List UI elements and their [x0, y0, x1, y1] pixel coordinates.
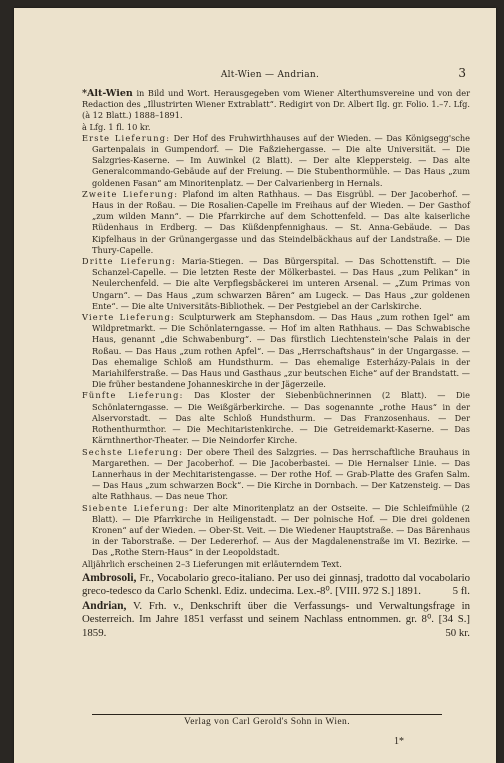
entry-title: *Alt-Wien — [82, 88, 133, 99]
page-number: 3 — [458, 66, 466, 80]
lieferung-text: Sculpturwerk am Stephansdom. — Das Haus „zum rothen Igel“ am Wildpretmarkt. — Die Schönlaterngasse. — Hof im alten Rathhaus. — Das Schwabische Haus, genannt „die Schwabenburg“. — Das fürstlich Liechtenstein'sche Palais in der Roßau. — Das Haus „zum rothen Apfel“. — Das „Herrschaftshaus“ in der Ungargasse. — Das ehemalige Schloß am Hundsthurm. — Das ehemalige Esterházy-Palais in der Mariahilferstraße. — Das Haus und Gasthaus „zur beutschen Eiche“ auf der Brandstatt. — Die früher bestandene Johanneskirche in der Jägerzeile. — [92, 312, 470, 390]
andrian-entry — [82, 600, 470, 640]
signature-mark: 1* — [394, 736, 404, 747]
book-page — [14, 8, 496, 763]
footer-rule — [92, 714, 442, 715]
lieferung-text: Das Kloster der Siebenbüchnerinnen (2 Blatt). — Die Schönlaterngasse. — Die Weißgärberkirche. — Das sogenannte „rothe Haus“ in der Alservorstadt. — Das alte Schloß Hundsthurm. — Das Franzosenhaus. — Der Rothenthurmthor. — Die Mechitaristenkirche. — Die Getreidemarkt-Kaserne. — Das Kärnthnerthor-Theater. — Die Neindorfer Kirche. — [92, 390, 470, 446]
lieferung-3 — [82, 256, 470, 312]
lieferung-label: Zweite Lieferung: — [82, 188, 179, 199]
alt-wien-entry — [82, 88, 470, 122]
lieferung-text: Plafond im alten Rathhaus. — Das Eisgrübl. — Der Jacoberhof. — Haus in der Roßau. — Die Rosalien-Capelle im Freihaus auf der Wieden. — Der Gasthof „zum wilden Mann“. — Die Pfarrkirche auf dem Schottenfeld. — Das alte kaiserliche Rüdenhaus in Erdberg. — Das Küßdenpfennighaus. — St. Anna-Gebäude. — Das Kipfelhaus in der Grünangergasse und das Steindelbäckhaus auf der Landstraße. — Die Thury-Capelle. — [92, 188, 470, 255]
lieferung-4 — [82, 312, 470, 390]
lieferung-label: Dritte Lieferung: — [82, 256, 176, 267]
entry-text: in Bild und Wort. Herausgegeben vom Wiener Alterthumsvereine und von der Redaction des „Illustrirten Wiener Extrablatt“. Redigirt von Dr. Albert Ilg. gr. Folio. 1.–7. Lfg. (à 12 Blatt.) 1888–1891. — [82, 88, 470, 121]
lieferung-text: Der alte Minoritenplatz an der Ostseite. — Die Schleifmühle (2 Blatt). — Die Pfarrkirche in Heiligenstadt. — Der polnische Hof. — Die drei goldenen Kronen“ auf der Wieden. — Ober-St. Veit. — Die Wiedener Hauptstraße. — Das Bärenhaus in der Taborstraße. — Der Ledererhof. — Aus der Magdalenenstraße im VI. Bezirke. — Das „Rothe Stern-Haus“ in der Leopoldstadt. — [92, 502, 470, 558]
lieferung-text: Maria-Stiegen. — Das Bürgerspital. — Das Schottenstift. — Die Schanzel-Capelle. — Die letzten Reste der Mölkerbastei. — Das Haus „zum Pelikan“ in Neulerchenfeld. — Die alte Verpflegsbäckerei im unteren Arsenal. — „Zum Primas von Ungarn“. — Das Haus „zum schwarzen Bären“ am Lugeck. — Das Haus „zur goldenen Ente“. — Die alte Universitäts-Bibliothek. — Der Pestgiebel an der Carlskirche. — [92, 256, 471, 311]
lieferung-label: Sechste Lieferung: — [82, 446, 184, 457]
entry-text: V. Frh. v., Denkschrift über die Verfassungs- und Verwaltungsfrage in Oesterreich. Im Jahre 1851 verfasst und seinem Nachlass entnommen. gr. 8⁰. [34 S.] 1859. — [82, 600, 470, 639]
running-title: Alt-Wien — Andrian. — [220, 70, 320, 80]
lieferung-label: Siebente Lieferung: — [82, 502, 189, 513]
publisher-imprint: Verlag von Carl Gerold's Sohn in Wien. — [184, 717, 350, 727]
ambrosoli-entry — [82, 572, 470, 598]
lieferung-text: Der Hof des Fruhwirthhauses auf der Wieden. — Das Königsegg'sche Gartenpalais in Gumpendorf. — Die Faßziehergasse. — Die alte Universität. — Die Salzgries-Kaserne. — Im Auwinkel (2 Blatt). — Der alte Kleppersteig. — Das alte Generalcommando-Gebäude auf der Freiung. — Die Stubenthormühle. — Das Haus „zum goldenen Fasan“ am Minoritenplatz. — Der Calvarienberg in Hernals. — [92, 132, 470, 188]
author-name: Andrian, — [82, 600, 127, 613]
entry-text: Fr., Vocabolario greco-italiano. Per uso dei ginnasj, tradotto dal vocabolario greco-tedesco da Carlo Schenkl. Ediz. undecima. Lex.-8⁰. [VIII. 972 S.] 1891. — [82, 571, 471, 597]
lieferung-label: Vierte Lieferung: — [82, 312, 175, 323]
lieferung-label: Fünfte Lieferung: — [82, 390, 184, 401]
entry-price: 5 fl. — [452, 584, 470, 597]
lieferung-label: Erste Lieferung: — [82, 132, 171, 143]
annual-note: Alljährlich erscheinen 2–3 Lieferungen mit erläuterndem Text. — [82, 558, 342, 569]
lieferung-6 — [82, 447, 470, 503]
lieferung-text: Der obere Theil des Salzgries. — Das herrschaftliche Brauhaus in Margarethen. — Der Jacoberhof. — Die Jacoberbastei. — Die Hernalser Linie. — Das Lannerhaus in der Mechitaristengasse. — Der rothe Hof. — Grab-Platte des Grafen Salm. — Das Haus „zum schwarzen Bock“. — Die Kirche in Dornbach. — Der Katzensteig. — Das alte Rathhaus. — Das neue Thor. — [92, 446, 470, 502]
lieferung-7 — [82, 503, 470, 559]
author-name: Ambrosoli, — [82, 571, 137, 584]
entry-price: 50 kr. — [445, 626, 470, 639]
page-body — [82, 88, 470, 640]
entry-price: à Lfg. 1 fl. 10 kr. — [82, 121, 151, 132]
lieferung-5 — [82, 390, 470, 446]
lieferung-2 — [82, 189, 470, 256]
lieferung-1 — [82, 133, 470, 189]
